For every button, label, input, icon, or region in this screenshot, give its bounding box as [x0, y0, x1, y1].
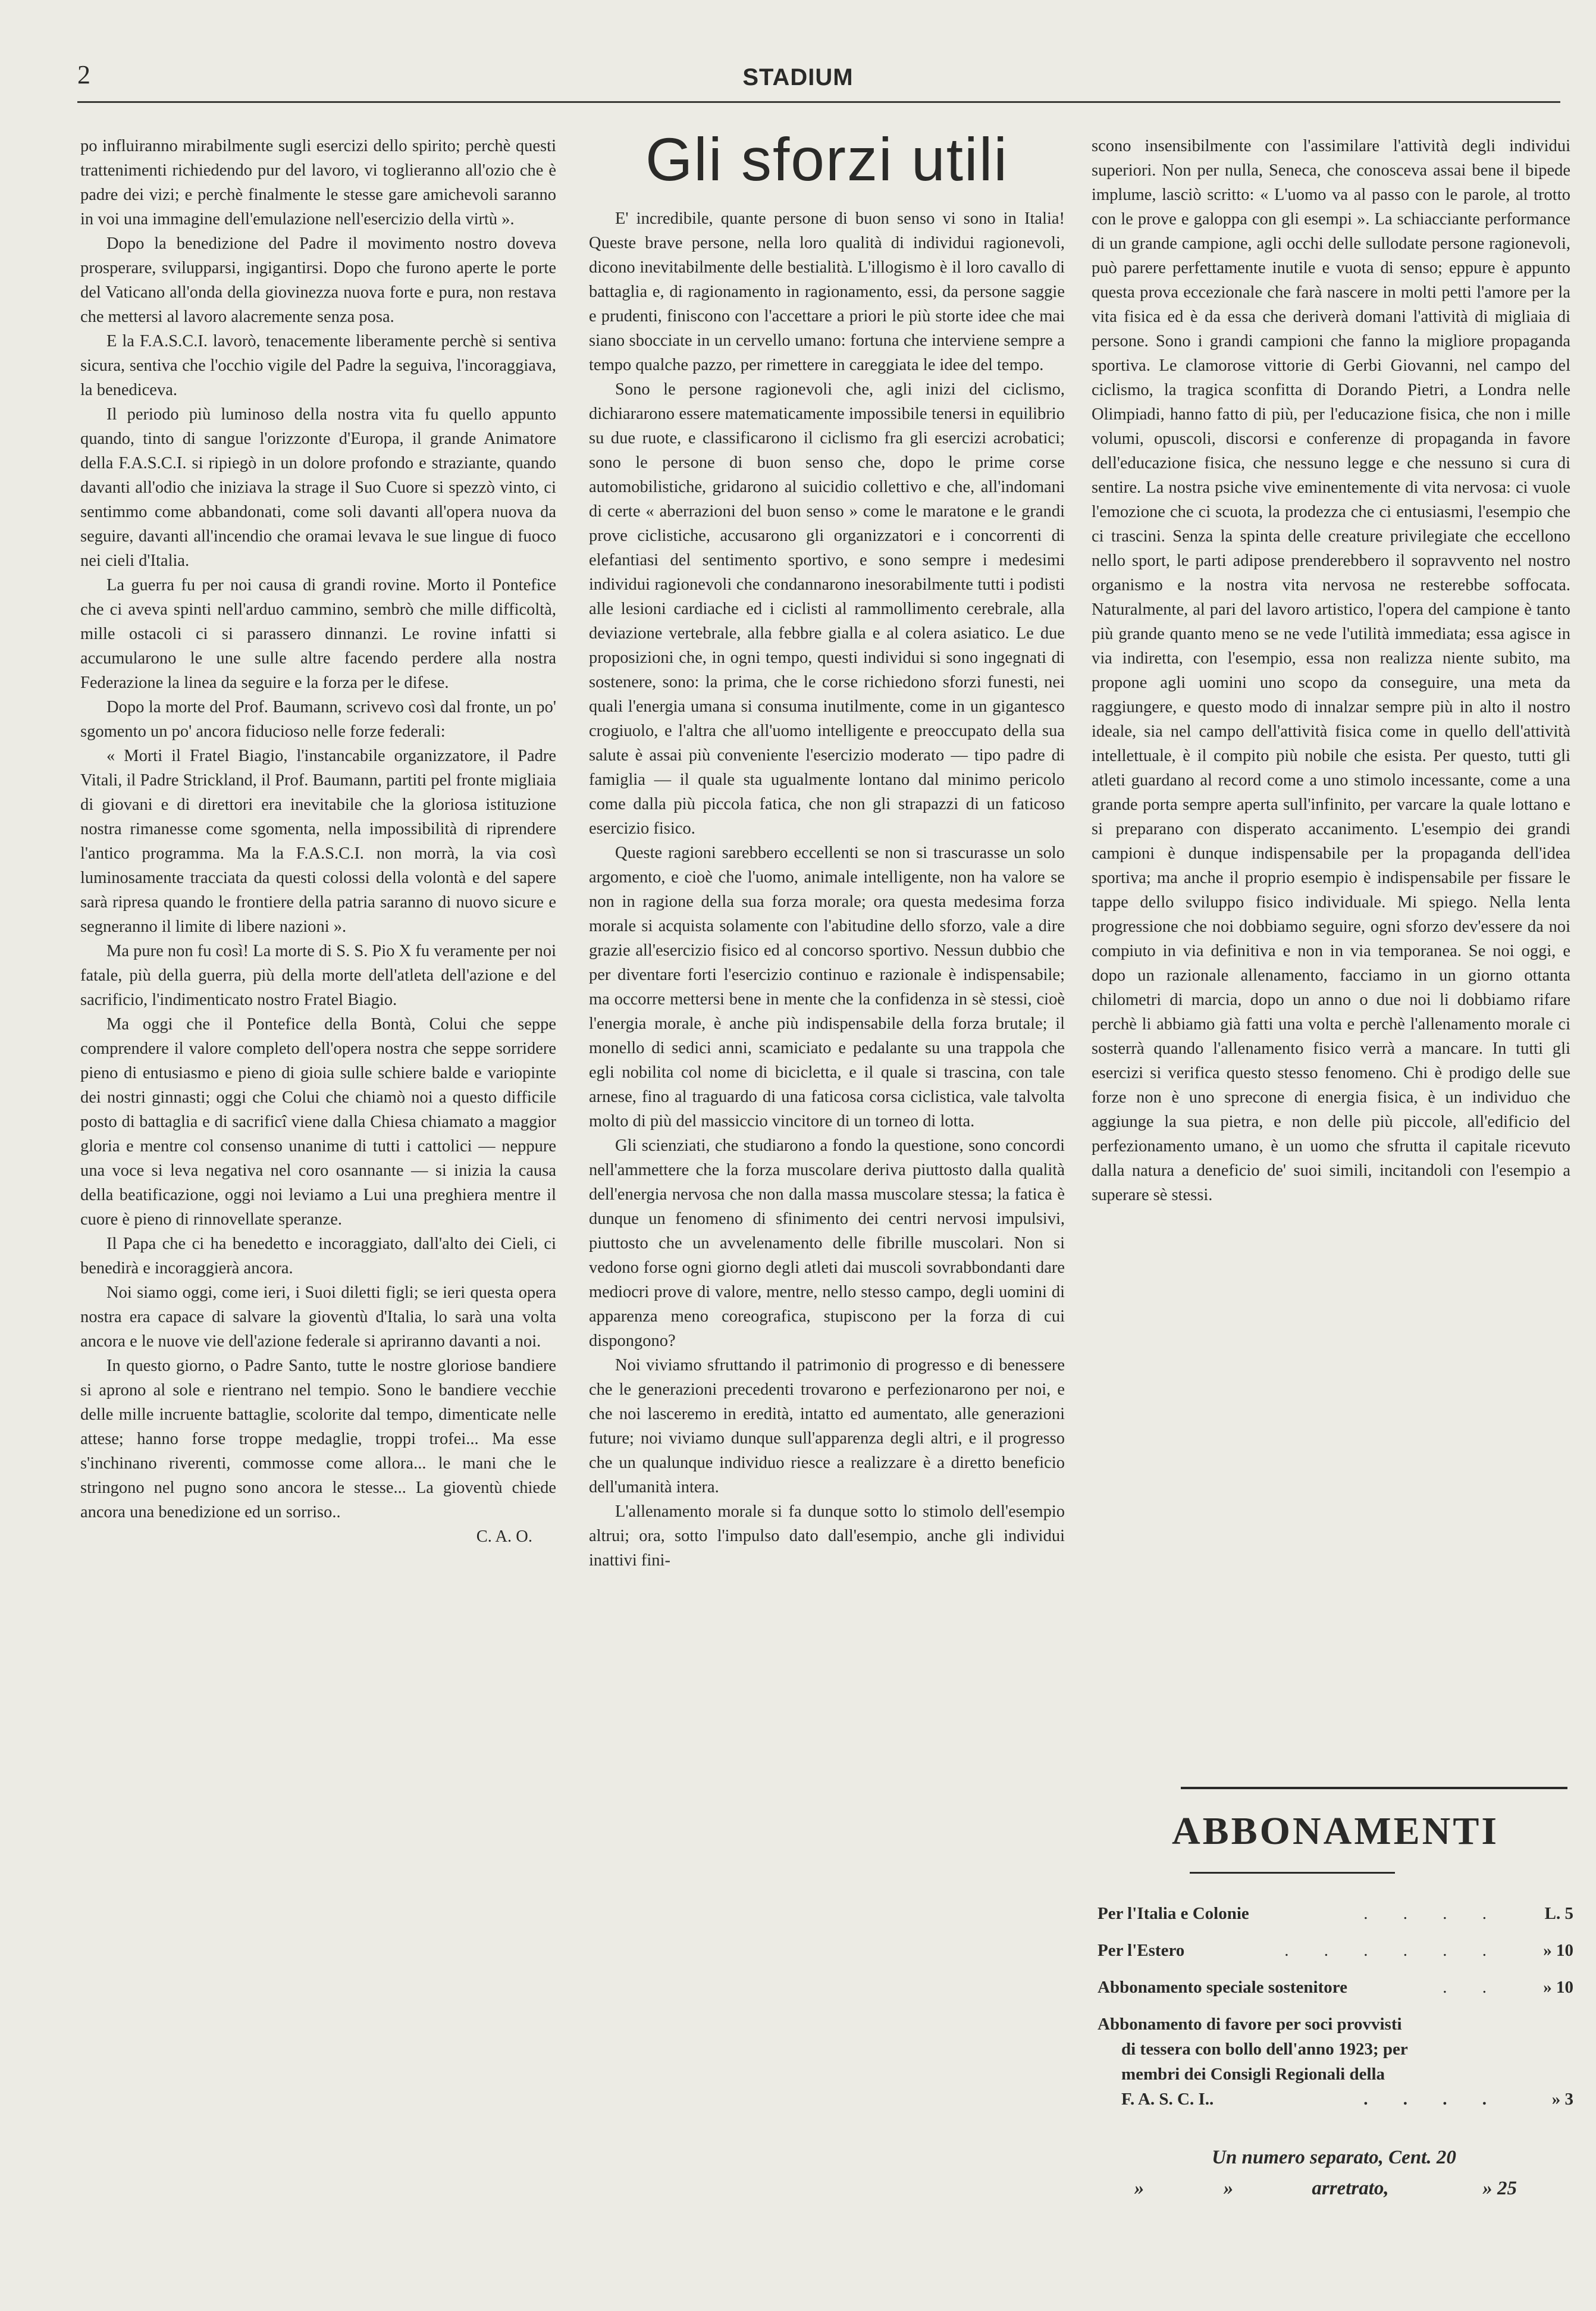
- running-head: STADIUM: [742, 64, 854, 90]
- favor-line: membri dei Consigli Regionali della: [1121, 2065, 1385, 2084]
- note-price: » 25: [1482, 2178, 1517, 2199]
- article-title: Gli sforzi utili: [645, 126, 1009, 193]
- subscription-row: [1098, 1938, 1573, 1963]
- subscription-row-favor: [1098, 2012, 1573, 2112]
- leader-dots: . . . .: [1363, 2090, 1502, 2109]
- single-issue-note: [1095, 2142, 1573, 2204]
- paragraph: Gli scienziati, che studiarono a fondo la questione, sono concordi nell'ammettere che la forza muscolare deriva piuttosto dalla qualità dell'energia nervosa che non dalla massa muscolare stessa; la fatica è dunque un fenomeno di sfinimento dei centri nervosi impulsivi, piuttosto che un avvelenamento delle fibrille muscolari. Non si vedono forse ogni giorno degli atleti dai muscoli sovrabbondanti dare mediocri prove di valore, mentre, nello stesso campo, degli uomini di apparenza meno coreografica, stupiscono per la forza di cui dispongono?: [589, 1136, 1065, 1350]
- paragraph: E la F.A.S.C.I. lavorò, tenacemente liberamente perchè si sentiva sicura, sentiva che l'occhio vigile del Padre la seguiva, l'incoraggiava, la benediceva.: [80, 332, 556, 399]
- subscriptions-list: [1098, 1901, 1573, 2124]
- subscription-price: L. 5: [1544, 1904, 1573, 1923]
- leader-dots: . . . .: [1363, 1904, 1502, 1923]
- subscription-favor-label: [1098, 2012, 1520, 2112]
- column-left: [80, 134, 556, 1549]
- ditto-mark: »: [1134, 2178, 1145, 2199]
- subscription-price: » 3: [1551, 2090, 1573, 2109]
- subscription-row: [1098, 1901, 1573, 1926]
- paragraph: L'allenamento morale si fa dunque sotto lo stimolo dell'esempio altrui; ora, sotto l'impulso dato dall'esempio, anche gli individui inattivi fini-: [589, 1502, 1065, 1570]
- subscriptions-title-rule: [1190, 1872, 1395, 1874]
- column-right: [1092, 134, 1570, 1207]
- paragraph: Il Papa che ci ha benedetto e incoraggiato, dall'alto dei Cieli, ci benedirà e incoraggierà ancora.: [80, 1235, 556, 1277]
- paragraph: Dopo la morte del Prof. Baumann, scrivevo così dal fronte, un po' sgomento un po' ancora fiducioso nelle forze federali:: [80, 698, 556, 741]
- paragraph: Ma oggi che il Pontefice della Bontà, Colui che seppe comprendere il valore completo dell'opera nostra che seppe sorridere pieno di entusiasmo e pieno di gioia sulle schiere balde e variopinte dei nostri ginnasti; oggi che Colui che chiamò noi a questo difficile posto di battaglia e di sacrificî viene dalla Chiesa chiamato a maggior gloria e mentre col consenso unanime di tutti i cattolici — neppure una voce si leva negativa nel coro osannante — si inizia la causa della beatificazione, oggi noi leviamo a Lui una preghiera mentre il cuore è pieno di rinnovellate speranze.: [80, 1015, 556, 1229]
- subscriptions-title: ABBONAMENTI: [1171, 1809, 1500, 1853]
- header-rule: [77, 101, 1560, 103]
- subscription-price: » 10: [1543, 1978, 1573, 1997]
- paragraph: scono insensibilmente con l'assimilare l'attività degli individui superiori. Non per nulla, Seneca, che conosceva assai bene il bipede implume, lasciò scritto: « L'uomo va al passo con le parole, al trotto con le prove e galoppa con gli esempi ». La schiacciante performance di un grande campione, agli occhi delle sullodate persone ragionevoli, può parere perfettamente inutile e vuota di senso; eppure è appunto questa prova eccezionale che farà nascere in molti petti l'amore per la vita fisica ed è da essa che deriverà domani l'attività di migliaia di persone. Sono i grandi campioni che fanno la migliore propaganda sportiva. Le clamorose vittorie di Gerbi Giovanni, nel campo del ciclismo, la tragica sconfitta di Dorando Pietri, a Londra nelle Olimpiadi, hanno fatto di più, per l'educazione fisica, che non i mille volumi, opuscoli, discorsi e conferenze di propaganda in favore dell'educazione fisica, che nessuno legge e che nessuno si cura di sentire. La nostra psiche vive eminentemente di vita nervosa: ci vuole l'emozione che ci scuota, la prodezza che ci entusiasmi, l'esempio che ci trascini. Senza la spinta delle creature privilegiate che eccellono nello sport, le parti adipose prenderebbero il sopravvento nel nostro organismo e la nostra vita nervosa ne resterebbe soffocata. Naturalmente, al pari del lavoro artistico, l'opera del campione è tanto più grande quanto meno se ne vede l'utilità immediata; essa agisce in via indiretta, con l'esempio, essa non realizza niente subito, ma propone agli uomini uno scopo da conseguire, una meta da raggiungere, e questo modo di innalzar sempre più in alto il nostro ideale, sia nel campo dell'attività fisica come in quello dell'attività intellettuale, è il compito più nobile che esista. Per questo, tutti gli atleti guardano al record come a uno stimolo incessante, come a una grande porta sempre aperta sull'infinito, per varcare la quale lottano e si preparano con disperato accanimento. L'esempio dei grandi campioni è dunque indispensabile per la propaganda dell'idea sportiva; ma anche il proprio esempio è indispensabile per fissare le tappe dello sviluppo fisico individuale. Mi spiego. Nella lenta progressione che noi dobbiamo seguire, ogni sforzo dev'essere da noi compiuto in via definitiva e non in via temporanea. Se noi oggi, e dopo un razionale allenamento, facciamo in un giorno ottanta chilometri di marcia, dopo un anno o due noi li dobbiamo rifare perchè li abbiamo già fatti una volta e perchè l'allenamento morale ci sosterrà quando l'allenamento fisico verrà a mancare. In tutti gli esercizi si verifica questo stesso fenomeno. Chi è prodigo delle sue forze non è uno sprecone di energia fisica, è un individuo che aggiunge la sua pietra, e non delle più piccole, all'edificio del perfezionamento umano, è un uomo che sfrutta il capitale ricevuto dalla natura a deneficio de' suoi simili, incitandoli con l'esempio a superare sè stessi.: [1092, 137, 1570, 1204]
- paragraph: Queste ragioni sarebbero eccellenti se non si trascurasse un solo argomento, e cioè che l'uomo, animale intelligente, non ha valore se non in ragione della sua forza morale; ora questa medesima forza morale si acquista solamente con l'abitudine dello sforzo, vale a dire grazie all'esercizio fisico ed al concorso sportivo. Nessun dubbio che per diventare forti l'esercizio continuo e razionale è indispensabile; ma occorre mettersi bene in mente che la confidenza in sè stessi, cioè l'energia morale, è anche più indispensabile della forza brutale; il monello di sedici anni, scamiciato e pedalante su una trappola che egli nobilita col nome di bicicletta, e il quale si trascina, con tale arnese, fino al traguardo di una faticosa corsa ciclistica, vale talvolta molto di più del massiccio vincitore di un torneo di lotta.: [589, 844, 1065, 1131]
- note-line-2: [1095, 2173, 1573, 2204]
- subscription-label: Abbonamento speciale sostenitore: [1098, 1978, 1347, 1997]
- subscription-row: [1098, 1975, 1573, 2000]
- paragraph: po influiranno mirabilmente sugli esercizi dello spirito; perchè questi trattenimenti richiedendo pur del lavoro, vi toglieranno all'ozio che è padre dei vizi; e perchè finalmente le stesse gare amichevoli saranno in voi una immagine dell'emulazione nell'esercizio della virtù ».: [80, 137, 556, 228]
- favor-line: di tessera con bollo dell'anno 1923; per: [1121, 2040, 1408, 2059]
- paragraph: Il periodo più luminoso della nostra vita fu quello appunto quando, tinto di sangue l'orizzonte d'Europa, il grande Animatore della F.A.S.C.I. si ripiegò in un dolore profondo e straziante, quando davanti all'odio che iniziava la strage il Suo Cuore si spezzò vinto, ci sentimmo come abbandonati, come soli davanti all'opera nuova da seguire, davanti all'incendio che oramai levava le sue lingue di fuoco nei cieli d'Italia.: [80, 405, 556, 570]
- paragraph: Sono le persone ragionevoli che, agli inizi del ciclismo, dichiararono essere matematicamente impossibile tenersi in equilibrio su due ruote, e classificarono il ciclismo fra gli esercizi acrobatici; sono le persone di buon senso che, dopo le prime corse automobilistiche, gridarono al suicidio collettivo e che, all'indomani di certe « aberrazioni del buon senso » come le maratone e le grandi prove ciclistiche, accusarono gli organizzatori e i concorrenti di elefantiasi del sentimento sportivo, e sono sempre i medesimi individui ragionevoli che condannarono inesorabilmente tutti i podisti alle lesioni cardiache ed i ciclisti al rammollimento cerebrale, alla deviazione vertebrale, alla febbre gialla e al colera asiatico. Le due proposizioni che, in ogni tempo, questi individui si sono ingegnati di sostenere, sono: la prima, che le corse richiedono sforzi funesti, nei quali l'energia umana si consuma inutilmente, come in un gigantesco crogiuolo, e l'altra che all'uomo intelligente e preoccupato della sua salute è assai più conveniente l'esercizio moderato — tipo padre di famiglia — il quale sta ugualmente lontano dal minimo pericolo come dalla più piccola fatica, che non gli strapazzi di un faticoso esercizio fisico.: [589, 380, 1065, 838]
- favor-line: Abbonamento di favore per soci provvisti: [1098, 2015, 1402, 2034]
- ditto-mark: »: [1223, 2178, 1234, 2199]
- subscription-price: » 10: [1543, 1941, 1573, 1960]
- subscriptions-top-rule: [1181, 1787, 1567, 1789]
- favor-line: F. A. S. C. I..: [1121, 2090, 1214, 2109]
- page-number: 2: [77, 60, 90, 89]
- subscription-label: Per l'Estero: [1098, 1941, 1185, 1960]
- leader-dots: . . . . . .: [1284, 1941, 1502, 1960]
- paragraph: E' incredibile, quante persone di buon senso vi sono in Italia! Queste brave persone, nella loro qualità di individui ragionevoli, dicono inevitabilmente delle bestialità. L'illogismo è il loro cavallo di battaglia e, di ragionamento in ragionamento, essi, da persone saggie e prudenti, finiscono con l'accettare a priori le più storte idee che mai siano sbocciate in un cervello umano: fortuna che interviene sempre a tempo qualche pazzo, per rimettere in careggiata le idee del tempo.: [589, 209, 1065, 374]
- paragraph: In questo giorno, o Padre Santo, tutte le nostre gloriose bandiere si aprono al sole e rientrano nel tempio. Sono le bandiere vecchie delle mille incruente battaglie, scolorite dal tempo, dimenticate nelle attese; hanno forse troppe medaglie, troppi trofei... Ma esse s'inchinano riverenti, commosse come allora... le mani che le stringono nel pugno sono ancora le stesse... La gioventù chiede ancora una benedizione ed un sorriso..: [80, 1357, 556, 1521]
- article-signature: C. A. O.: [476, 1527, 532, 1546]
- paragraph: La guerra fu per noi causa di grandi rovine. Morto il Pontefice che ci aveva spinti nell'arduo cammino, sembrò che mille difficoltà, mille ostacoli ci si parassero dinnanzi. Le rovine infatti si accumularono le une sulle altre facendo perdere alla nostra Federazione la linea da seguire e la forza per le difese.: [80, 576, 556, 692]
- paragraph: « Morti il Fratel Biagio, l'instancabile organizzatore, il Padre Vitali, il Padre Strickland, il Prof. Baumann, partiti pel fronte migliaia di giovani e di direttori era inevitabile che la gloriosa istituzione nostra rimanesse come sgomenta, nella impossibilità di riprendere l'antico programma. Ma la F.A.S.C.I. non morrà, la via così luminosamente tracciata da questi colossi della volontà e del sapere sarà ripresa quando le frontiere della patria saranno di nuovo sicure e segneranno il limite di libere nazioni ».: [80, 747, 556, 936]
- favor-line-last: [1098, 2087, 1520, 2112]
- paragraph: Noi siamo oggi, come ieri, i Suoi diletti figli; se ieri questa opera nostra era capace di salvare la gioventù d'Italia, lo sarà una volta ancora e le nuove vie dell'azione federale si apriranno davanti a noi.: [80, 1283, 556, 1351]
- paragraph: Dopo la benedizione del Padre il movimento nostro doveva prosperare, svilupparsi, ingigantirsi. Dopo che furono aperte le porte del Vaticano all'onda della giovinezza nuova forte e pura, non restava che mettersi al lavoro alacremente senza posa.: [80, 234, 556, 326]
- paragraph: Ma pure non fu così! La morte di S. S. Pio X fu veramente per noi fatale, più della guerra, più della morte dell'atleta dell'azione e del sacrificio, l'indimenticato nostro Fratel Biagio.: [80, 942, 556, 1009]
- leader-dots: . .: [1443, 1978, 1502, 1997]
- paragraph: Noi viviamo sfruttando il patrimonio di progresso e di benessere che le generazioni precedenti trovarono e perfezionarono per noi, e che noi lasceremo in eredità, intatto ed aumentato, alle generazioni future; noi viviamo dunque sull'apparenza degli altri, e il progresso che un qualunque individuo riesce a realizzare è a diretto beneficio dell'umanità intera.: [589, 1356, 1065, 1496]
- note-text: arretrato,: [1312, 2178, 1389, 2199]
- column-middle: [589, 126, 1065, 1573]
- subscription-label: Per l'Italia e Colonie: [1098, 1904, 1249, 1923]
- note-line: Un numero separato, Cent. 20: [1212, 2147, 1456, 2168]
